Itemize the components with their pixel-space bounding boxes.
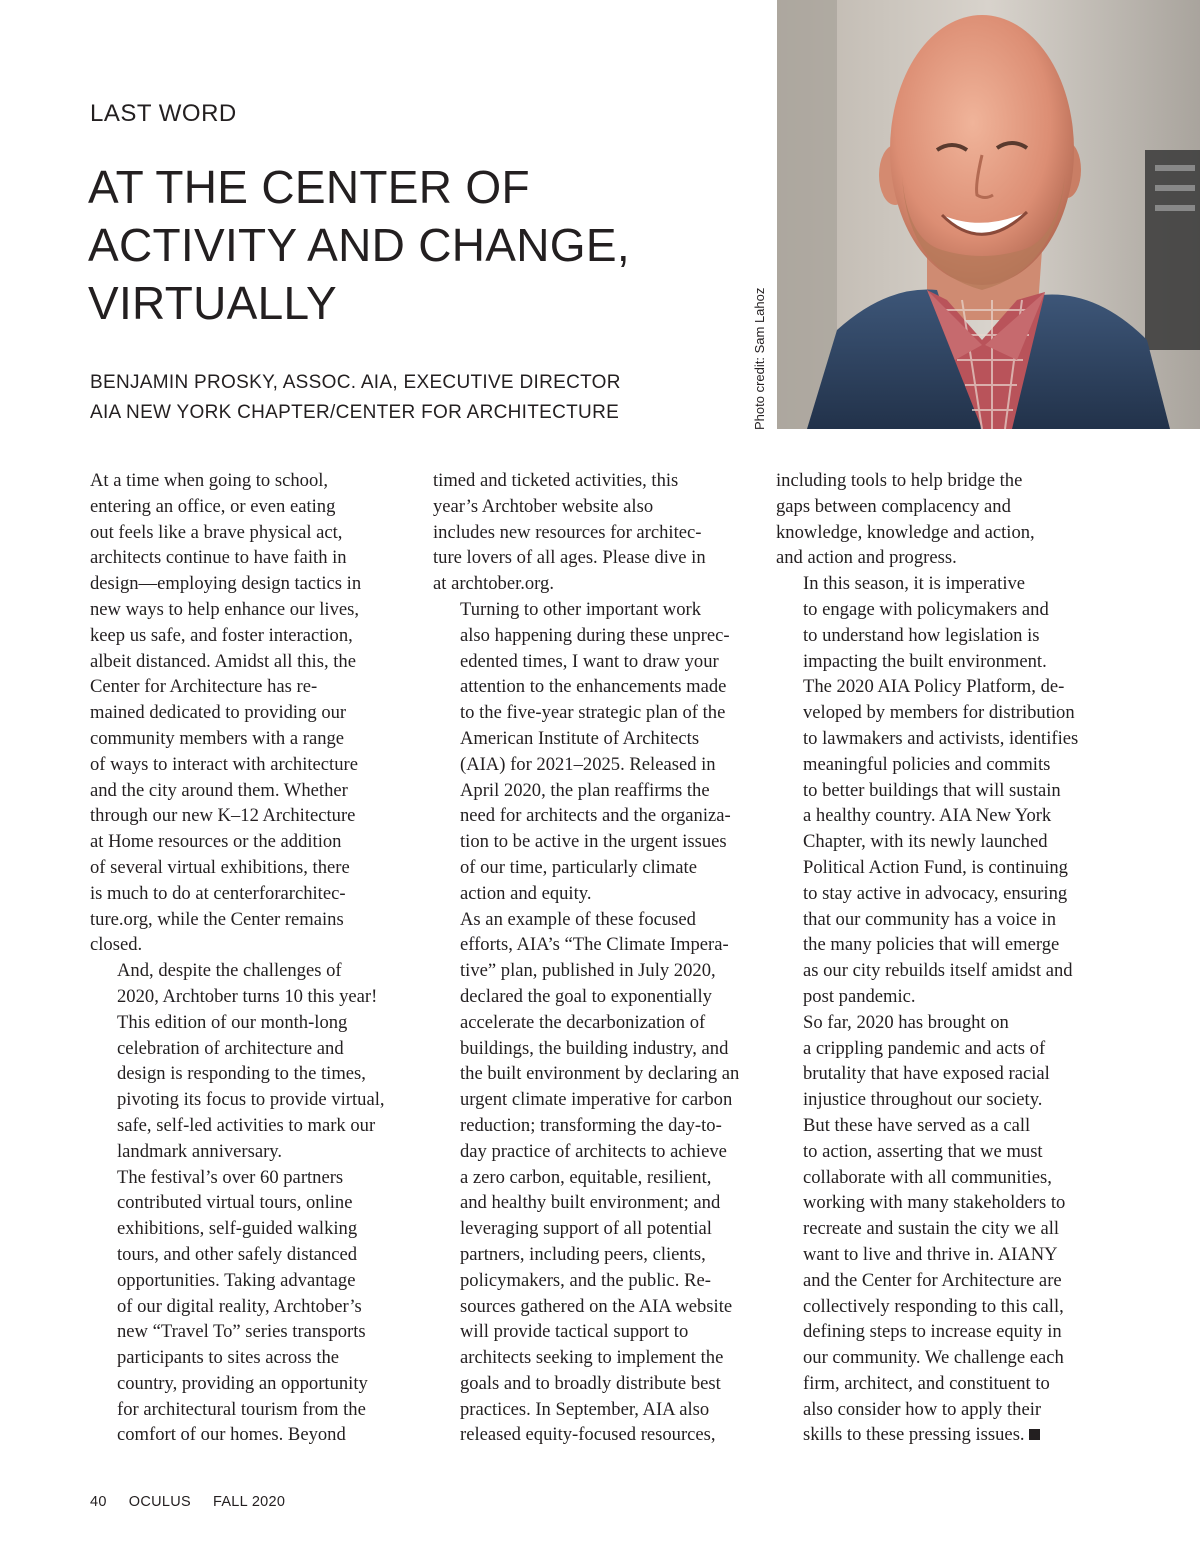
article-line: to stay active in advocacy, ensuring: [803, 882, 1068, 904]
article-line: of ways to interact with architecture: [90, 753, 358, 775]
article-line: post pandemic.: [803, 985, 916, 1007]
article-line: partners, including peers, clients,: [460, 1243, 706, 1265]
article-line: practices. In September, AIA also: [460, 1398, 710, 1420]
article-line: The 2020 AIA Policy Platform, de-: [803, 676, 1065, 698]
article-line: ture lovers of all ages. Please dive in: [433, 547, 706, 569]
article-line: closed.: [90, 934, 143, 956]
article-line: Chapter, with its newly launched: [803, 831, 1048, 853]
article-line: leveraging support of all potential: [460, 1218, 712, 1240]
article-line: attention to the enhancements made: [460, 676, 727, 698]
article-line: architects continue to have faith in: [90, 547, 347, 569]
article-line: exhibitions, self-guided walking: [117, 1218, 358, 1240]
article-line: design—employing design tactics in: [90, 573, 362, 595]
article-line: new “Travel To” series transports: [117, 1321, 366, 1343]
article-line: participants to sites across the: [117, 1347, 340, 1369]
article-line: entering an office, or even eating: [90, 495, 336, 517]
headline-line: VIRTUALLY: [88, 277, 337, 329]
article-line: celebration of architecture and: [117, 1037, 344, 1059]
article-line: meaningful policies and commits: [803, 753, 1051, 775]
article-line: need for architects and the organiza-: [460, 805, 731, 827]
article-line: and the Center for Architecture are: [803, 1269, 1062, 1291]
article-line: country, providing an opportunity: [117, 1372, 368, 1394]
article-paragraph: [90, 1165, 408, 1449]
article-line: released equity-focused resources,: [460, 1424, 716, 1446]
article-line: and action and progress.: [776, 547, 957, 569]
article-line: mained dedicated to providing our: [90, 702, 347, 724]
article-line: a crippling pandemic and acts of: [803, 1037, 1046, 1059]
article-line: includes new resources for architec-: [433, 521, 702, 543]
article-line: out feels like a brave physical act,: [90, 521, 343, 543]
article-line: of several virtual exhibitions, there: [90, 856, 350, 878]
article-line: Political Action Fund, is continuing: [803, 856, 1068, 878]
article-line: declared the goal to exponentially: [460, 985, 712, 1007]
photo-credit: [752, 260, 772, 430]
article-paragraph: [776, 468, 1094, 571]
article-line: comfort of our homes. Beyond: [117, 1424, 346, 1446]
article-line: tours, and other safely distanced: [117, 1243, 358, 1265]
article-paragraph: [776, 1010, 1094, 1449]
article-line: to action, asserting that we must: [803, 1140, 1043, 1162]
article-line: veloped by members for distribution: [803, 702, 1075, 724]
article-line: impacting the built environment.: [803, 650, 1047, 672]
article-line: and the city around them. Whether: [90, 779, 348, 801]
article-line: for architectural tourism from the: [117, 1398, 366, 1420]
article-line: skills to these pressing issues.: [776, 1422, 1094, 1448]
article-line: knowledge, knowledge and action,: [776, 521, 1035, 543]
article-paragraph: [776, 571, 1094, 1010]
article-line: year’s Archtober website also: [433, 495, 654, 517]
byline-name: BENJAMIN PROSKY, ASSOC. AIA, EXECUTIVE DIRECTOR: [90, 372, 621, 393]
article-line: collaborate with all communities,: [803, 1166, 1052, 1188]
headline-line: ACTIVITY AND CHANGE,: [88, 219, 630, 271]
article-line: at archtober.org.: [433, 573, 554, 595]
article-line: American Institute of Architects: [460, 727, 700, 749]
article-line: injustice throughout our society.: [803, 1089, 1043, 1111]
article-line: As an example of these focused: [460, 908, 696, 930]
article-line: a zero carbon, equitable, resilient,: [460, 1166, 712, 1188]
article-line: April 2020, the plan reaffirms the: [460, 779, 710, 801]
article-line: design is responding to the times,: [117, 1063, 366, 1085]
publication-name: OCULUS: [128, 1494, 191, 1510]
article-column-3: [776, 468, 1094, 1448]
article-line: buildings, the building industry, and: [460, 1037, 729, 1059]
author-portrait-illustration: [777, 0, 1200, 429]
article-line: firm, architect, and constituent to: [803, 1372, 1050, 1394]
article-paragraph: [90, 958, 408, 1164]
article-line: and healthy built environment; and: [460, 1192, 721, 1214]
article-line: landmark anniversary.: [117, 1140, 283, 1162]
article-line: At a time when going to school,: [90, 470, 329, 491]
article-line: keep us safe, and foster interaction,: [90, 624, 353, 646]
article-line: architects seeking to implement the: [460, 1347, 724, 1369]
article-line: recreate and sustain the city we all: [803, 1218, 1060, 1240]
article-line: sources gathered on the AIA website: [460, 1295, 733, 1317]
article-line: the many policies that will emerge: [803, 934, 1060, 956]
byline: [90, 368, 750, 428]
article-line: And, despite the challenges of: [117, 960, 342, 982]
article-line: that our community has a voice in: [803, 908, 1057, 930]
page-footer: [90, 1494, 307, 1510]
article-line: albeit distanced. Amidst all this, the: [90, 650, 356, 672]
article-line: But these have served as a call: [803, 1114, 1031, 1136]
article-line: This edition of our month-long: [117, 1011, 348, 1033]
article-line: urgent climate imperative for carbon: [460, 1089, 733, 1111]
article-line: gaps between complacency and: [776, 495, 1011, 517]
end-mark-icon: [1029, 1429, 1040, 1440]
article-line: safe, self-led activities to mark our: [117, 1114, 376, 1136]
article-line: day practice of architects to achieve: [460, 1140, 727, 1162]
article-line: goals and to broadly distribute best: [460, 1372, 721, 1394]
article-line: tive” plan, published in July 2020,: [460, 960, 716, 982]
page-number: 40: [90, 1494, 107, 1510]
headline-line: AT THE CENTER OF: [88, 161, 530, 213]
article-line: the built environment by declaring an: [460, 1063, 740, 1085]
article-line: of our digital reality, Archtober’s: [117, 1295, 362, 1317]
article-line: efforts, AIA’s “The Climate Impera-: [460, 934, 729, 956]
article-line: pivoting its focus to provide virtual,: [117, 1089, 385, 1111]
article-line: tion to be active in the urgent issues: [460, 831, 727, 853]
article-line: reduction; transforming the day-to-: [460, 1114, 722, 1136]
photo-credit-text: Photo credit: Sam Lahoz: [752, 287, 767, 430]
article-line: opportunities. Taking advantage: [117, 1269, 356, 1291]
article-line: timed and ticketed activities, this: [433, 470, 679, 491]
article-line: new ways to help enhance our lives,: [90, 598, 360, 620]
article-line: to understand how legislation is: [803, 624, 1040, 646]
article-line: working with many stakeholders to: [803, 1192, 1066, 1214]
article-line: In this season, it is imperative: [803, 573, 1026, 595]
article-column-1: [90, 468, 408, 1448]
article-line: will provide tactical support to: [460, 1321, 689, 1343]
article-line: (AIA) for 2021–2025. Released in: [460, 753, 716, 775]
article-line: also consider how to apply their: [803, 1398, 1042, 1420]
article-line: including tools to help bridge the: [776, 470, 1023, 491]
article-line: is much to do at centerforarchitec-: [90, 882, 346, 904]
article-line: to better buildings that will sustain: [803, 779, 1061, 801]
article-line: community members with a range: [90, 727, 345, 749]
article-line: to engage with policymakers and: [803, 598, 1049, 620]
article-line: 2020, Archtober turns 10 this year!: [117, 985, 378, 1007]
article-line: The festival’s over 60 partners: [117, 1166, 344, 1188]
article-line: So far, 2020 has brought on: [803, 1011, 1009, 1033]
article-line: policymakers, and the public. Re-: [460, 1269, 711, 1291]
author-photo: [777, 0, 1200, 429]
article-paragraph: [433, 907, 751, 1449]
headline: [88, 158, 748, 332]
article-line: want to live and thrive in. AIANY: [803, 1243, 1058, 1265]
article-line: at Home resources or the addition: [90, 831, 342, 853]
article-line: accelerate the decarbonization of: [460, 1011, 706, 1033]
article-line: as our city rebuilds itself amidst and: [803, 960, 1073, 982]
article-line: edented times, I want to draw your: [460, 650, 719, 672]
article-line: through our new K–12 Architecture: [90, 805, 356, 827]
article-line: action and equity.: [460, 882, 592, 904]
article-paragraph: [433, 468, 751, 597]
article-line: a healthy country. AIA New York: [803, 805, 1052, 827]
article-line: collectively responding to this call,: [803, 1295, 1064, 1317]
article-line: defining steps to increase equity in: [803, 1321, 1062, 1343]
article-line: to lawmakers and activists, identifies: [803, 727, 1079, 749]
article-column-2: [433, 468, 751, 1448]
article-paragraph: [433, 597, 751, 907]
article-line: Center for Architecture has re-: [90, 676, 318, 698]
byline-affiliation: AIA NEW YORK CHAPTER/CENTER FOR ARCHITECTURE: [90, 402, 620, 423]
section-label: LAST WORD: [90, 100, 237, 127]
article-line: Turning to other important work: [460, 598, 702, 620]
article-line: ture.org, while the Center remains: [90, 908, 344, 930]
article-line: of our time, particularly climate: [460, 856, 697, 878]
article-line: contributed virtual tours, online: [117, 1192, 353, 1214]
article-paragraph: [90, 468, 408, 958]
issue-date: FALL 2020: [212, 1494, 286, 1510]
article-line: to the five-year strategic plan of the: [460, 702, 726, 724]
article-line: also happening during these unprec-: [460, 624, 730, 646]
article-line: our community. We challenge each: [803, 1347, 1064, 1369]
article-line: brutality that have exposed racial: [803, 1063, 1050, 1085]
